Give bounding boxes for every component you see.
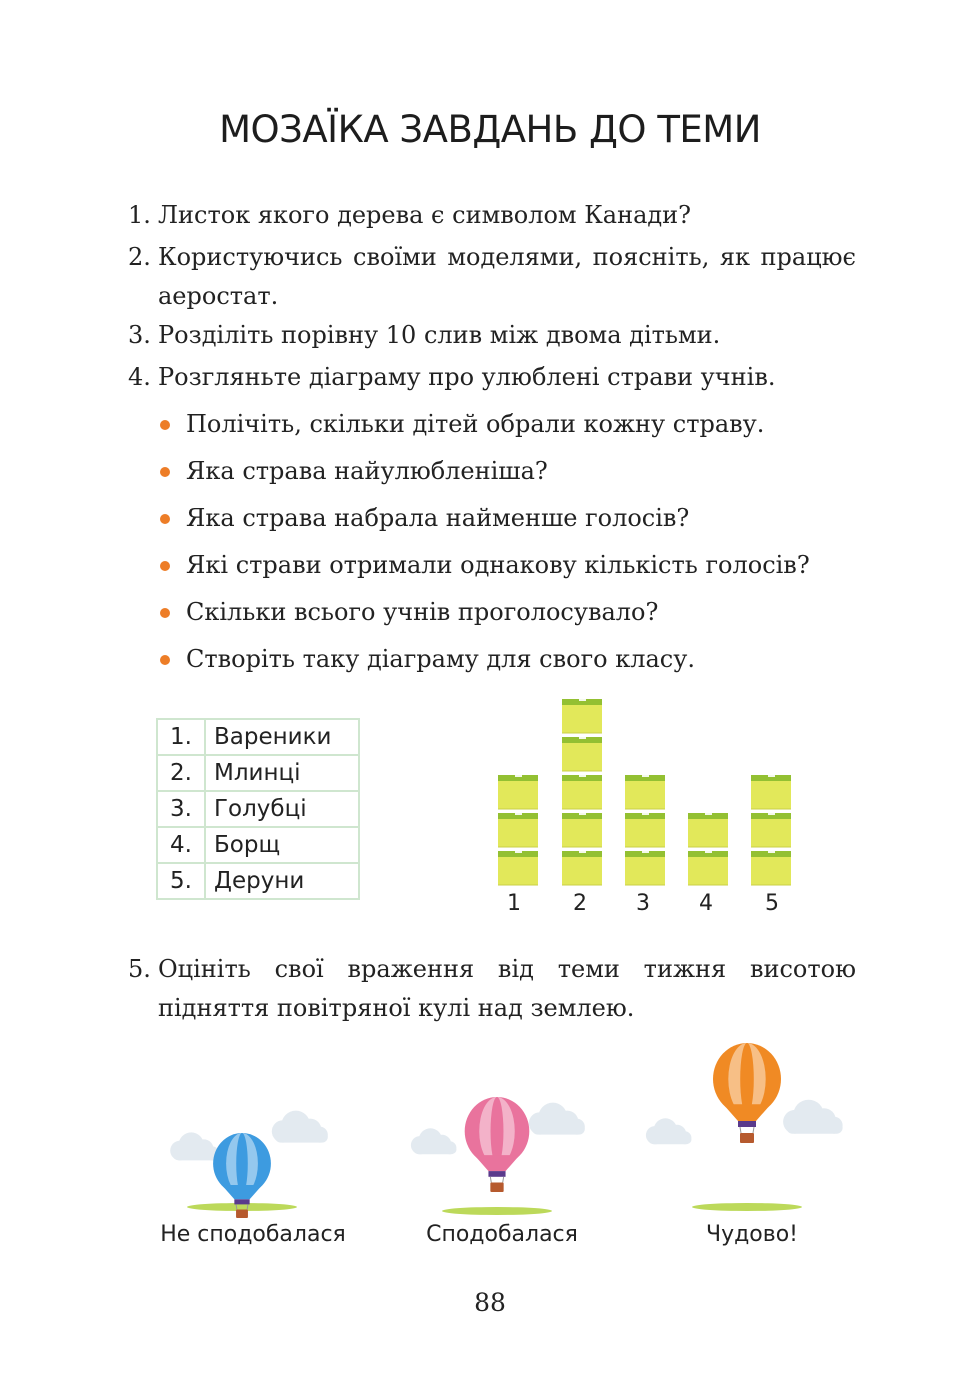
table-cell-dish: Млинці	[205, 755, 359, 791]
ground-shadow	[442, 1207, 552, 1215]
cloud-icon	[411, 1128, 457, 1154]
bullet-text: Скільки всього учнів проголосувало?	[186, 598, 659, 626]
task-number: 3.	[128, 321, 151, 349]
task-1	[128, 196, 856, 235]
task-number: 2.	[128, 243, 151, 271]
table-row	[157, 755, 359, 791]
bullet-text: Яка страва набрала найменше голосів?	[186, 504, 690, 532]
bullet-item	[160, 456, 548, 486]
task-text: Користуючись своїми моделями, поясніть, як працює аеростат.	[158, 243, 856, 310]
x-tick-label: 2	[573, 891, 587, 916]
table-cell-num: 2.	[157, 755, 205, 791]
bar-note	[562, 735, 602, 771]
bar-note	[562, 811, 602, 847]
table-cell-dish: Борщ	[205, 827, 359, 863]
page-number: 88	[474, 1288, 506, 1317]
cloud-icon	[272, 1111, 328, 1143]
task-number: 4.	[128, 363, 151, 391]
task-text: Листок якого дерева є символом Канади?	[158, 201, 692, 229]
bar-note	[625, 811, 665, 847]
table-cell-num: 1.	[157, 719, 205, 755]
task-4	[128, 358, 856, 397]
task-text: Розділіть порівну 10 слив між двома дітьми.	[158, 321, 721, 349]
dishes-table	[156, 718, 360, 900]
bar-note	[498, 811, 538, 847]
task-3	[128, 316, 856, 355]
table-row	[157, 791, 359, 827]
table-cell-dish: Голубці	[205, 791, 359, 827]
bar-note	[751, 849, 791, 885]
bullet-dot-icon	[160, 420, 170, 430]
balloon-rating-scale	[150, 1035, 870, 1235]
bar-note	[562, 773, 602, 809]
bar-note	[562, 697, 602, 733]
table-row	[157, 863, 359, 899]
table-row	[157, 719, 359, 755]
bullet-dot-icon	[160, 514, 170, 524]
cloud-icon	[783, 1100, 843, 1134]
balloon-scene-svg	[150, 1035, 870, 1235]
bullet-dot-icon	[160, 561, 170, 571]
bullet-item	[160, 550, 810, 580]
table-cell-dish: Деруни	[205, 863, 359, 899]
bullet-dot-icon	[160, 655, 170, 665]
bullet-item	[160, 503, 689, 533]
bullet-item	[160, 644, 695, 674]
x-tick-label: 3	[636, 891, 650, 916]
x-tick-label: 4	[699, 891, 713, 916]
table-cell-num: 3.	[157, 791, 205, 827]
sticky-note-bar-chart	[480, 695, 820, 925]
table-cell-num: 5.	[157, 863, 205, 899]
cloud-icon	[646, 1118, 692, 1144]
x-tick-label: 1	[507, 891, 521, 916]
task-5	[128, 950, 856, 1028]
bar-note	[498, 849, 538, 885]
bar-note	[625, 773, 665, 809]
table-cell-num: 4.	[157, 827, 205, 863]
task-text: Розгляньте діаграму про улюблені страви учнів.	[158, 363, 776, 391]
bar-note	[751, 811, 791, 847]
bar-note	[751, 773, 791, 809]
table-cell-dish: Вареники	[205, 719, 359, 755]
task-number: 5.	[128, 955, 151, 983]
bullet-item	[160, 597, 658, 627]
rating-label-dislike: Не сподобалася	[160, 1222, 346, 1247]
bullet-item	[160, 409, 764, 439]
ground-shadow	[692, 1203, 802, 1211]
cloud-icon	[170, 1132, 219, 1160]
bullet-text: Які страви отримали однакову кількість голосів?	[186, 551, 810, 579]
rating-label-great: Чудово!	[705, 1222, 799, 1247]
task-text: Оцініть свої враження від теми тижня висотою підняття повітряної кулі над землею.	[158, 955, 856, 1022]
cloud-icon	[529, 1103, 585, 1135]
bar-note	[498, 773, 538, 809]
page-title: МОЗАЇКА ЗАВДАНЬ ДО ТЕМИ	[219, 108, 761, 151]
bar-chart-svg	[480, 695, 820, 890]
x-tick-label: 5	[765, 891, 779, 916]
rating-label-like: Сподобалася	[426, 1222, 578, 1247]
bullet-text: Полічіть, скільки дітей обрали кожну страву.	[186, 410, 765, 438]
bullet-dot-icon	[160, 467, 170, 477]
task-2	[128, 238, 856, 316]
bullet-text: Створіть таку діаграму для свого класу.	[186, 645, 695, 673]
bar-note	[688, 849, 728, 885]
bullet-text: Яка страва найулюбленіша?	[186, 457, 548, 485]
bar-note	[562, 849, 602, 885]
table-row	[157, 827, 359, 863]
bar-note	[625, 849, 665, 885]
task-number: 1.	[128, 201, 151, 229]
bullet-dot-icon	[160, 608, 170, 618]
bar-note	[688, 811, 728, 847]
